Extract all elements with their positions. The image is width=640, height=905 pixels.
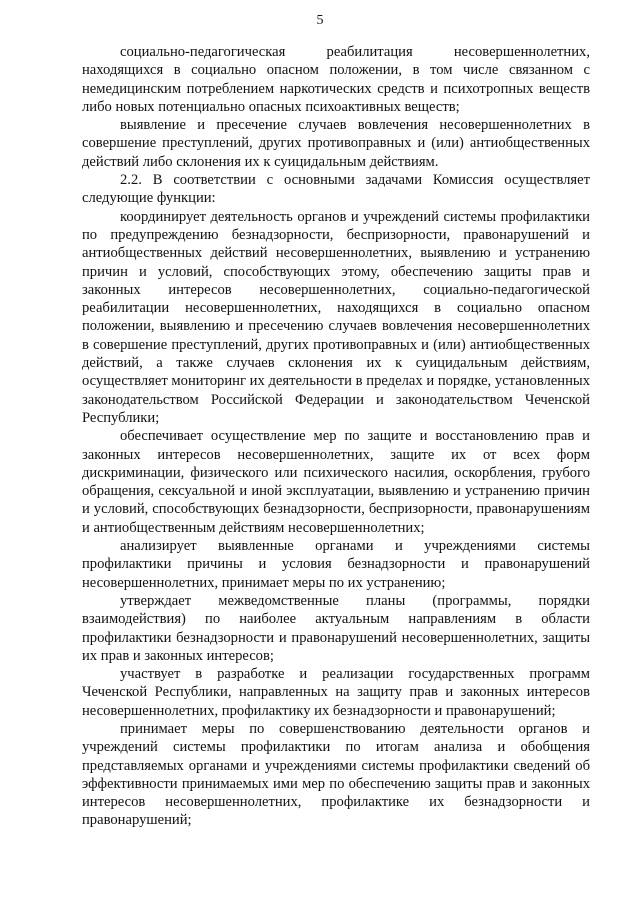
paragraph-coordinates: координирует деятельность органов и учреждений системы профилактики по предупреждению безнадзорности, беспризорности, правонарушений и антиобщественных действий несовершеннолетних, выявлению и устранению причин и условий, способствующих этому, обеспечению защиты прав и законных интересов несовершеннолетних, социально-педагогической реабилитации несовершеннолетних, находящихся в социально опасном положении, выявлению и пресечению случаев вовлечения несовершеннолетних в совершение преступлений, других противоправных и (или) антиобщественных действий, а также случаев склонения их к суицидальным действиям, осуществляет мониторинг их деятельности в пределах и порядке, установленных законодательством Российской Федерации и законодательством Чеченской Республики; [82,208,590,426]
document-body [82,43,590,830]
paragraph-participates: участвует в разработке и реализации государственных программ Чеченской Республики, направленных на защиту прав и законных интересов несовершеннолетних, профилактику их безнадзорности и правонарушений; [82,666,590,719]
paragraph-analyzes: анализирует выявленные органами и учреждениями системы профилактики причины и условия безнадзорности и правонарушений несовершеннолетних, принимает меры по их устранению; [82,538,590,591]
paragraph-detection: выявление и пресечение случаев вовлечения несовершеннолетних в совершение преступлений, других противоправных и (или) антиобщественных действий либо склонения их к суицидальным действиям. [82,117,590,170]
page-number: 5 [316,13,324,28]
paragraph-approves: утверждает межведомственные планы (программы, порядки взаимодействия) по наиболее актуальным направлениям в области профилактики безнадзорности и правонарушений несовершеннолетних, защиты их прав и законных интересов; [82,592,590,664]
paragraph-ensures: обеспечивает осуществление мер по защите и восстановлению прав и законных интересов несовершеннолетних, защите их от всех форм дискриминации, физического или психического насилия, оскорбления, грубого обращения, сексуальной и иной эксплуатации, выявлению и устранению причин и условий, способствующих безнадзорности, беспризорности, правонарушениям и антиобщественным действиям несовершеннолетних; [82,428,590,536]
paragraph-rehabilitation: социально-педагогическая реабилитация несовершеннолетних, находящихся в социально опасном положении, в том числе связанном с немедицинским потреблением наркотических средств и психотропных веществ либо новых потенциально опасных психоактивных веществ; [82,44,590,115]
paragraph-takes-measures: принимает меры по совершенствованию деятельности органов и учреждений системы профилактики по итогам анализа и обобщения представляемых органами и учреждениями системы профилактики сведений об эффективности принимаемых ими мер по обеспечению защиты прав и законных интересов несовершеннолетних, профилактике их безнадзорности и правонарушений; [82,720,590,829]
paragraph-functions-intro: 2.2. В соответствии с основными задачами Комиссия осуществляет следующие функции: [82,172,590,207]
